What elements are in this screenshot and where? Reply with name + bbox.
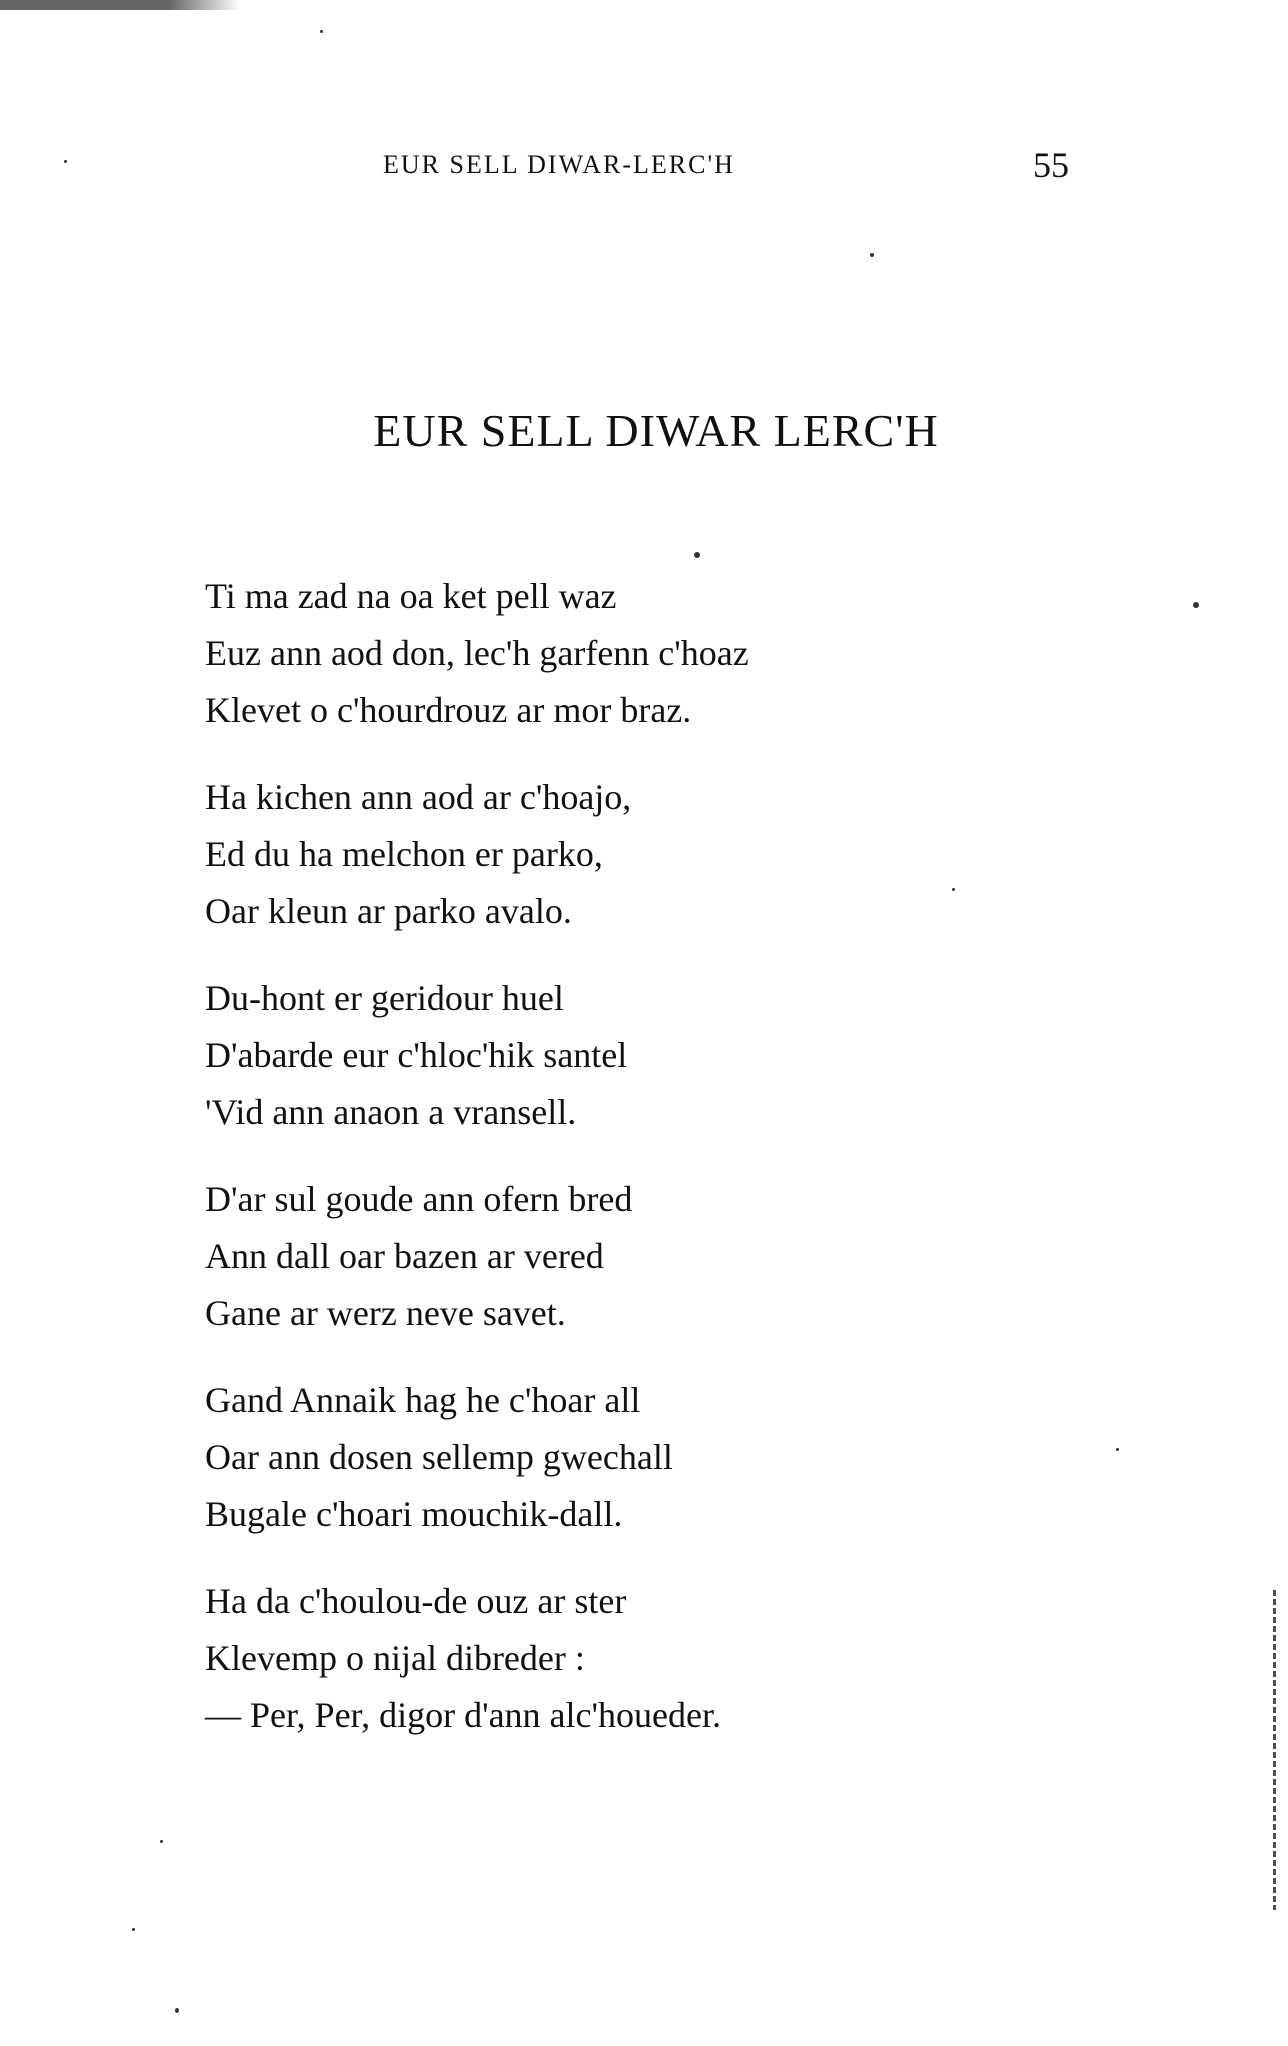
- speck: [952, 888, 955, 891]
- verse-line: Gane ar werz neve savet.: [205, 1293, 566, 1333]
- verse-line: Ha kichen ann aod ar c'hoajo,: [205, 777, 632, 817]
- verse-line: Du-hont er geridour huel: [205, 978, 564, 1018]
- speck: [132, 1928, 135, 1931]
- verse-line: Gand Annaik hag he c'hoar all: [205, 1380, 641, 1420]
- page-number: 55: [1033, 145, 1069, 185]
- stanza-4: [205, 1171, 1105, 1342]
- verse-line: Bugale c'hoari mouchik-dall.: [205, 1494, 623, 1534]
- verse-line: D'abarde eur c'hloc'hik santel: [205, 1035, 628, 1075]
- verse-line: Ha da c'houlou-de ouz ar ster: [205, 1581, 627, 1621]
- scan-smudge: [0, 0, 240, 10]
- stanza-5: [205, 1372, 1105, 1543]
- scan-edge-mark: [1273, 1590, 1276, 1910]
- verse-line: D'ar sul goude ann ofern bred: [205, 1179, 633, 1219]
- running-header: [0, 145, 1288, 190]
- verse-line: Oar kleun ar parko avalo.: [205, 891, 572, 931]
- speck: [320, 30, 323, 33]
- verse-line: Euz ann aod don, lec'h garfenn c'hoaz: [205, 633, 749, 673]
- poem-body: [205, 568, 1105, 1774]
- poem-title: EUR SELL DIWAR LERC'H: [373, 405, 939, 456]
- running-title: EUR SELL DIWAR-LERC'H: [383, 150, 735, 179]
- verse-line: Ti ma zad na oa ket pell waz: [205, 576, 617, 616]
- speck: [64, 160, 67, 163]
- speck: [1116, 1448, 1119, 1451]
- stanza-1: [205, 568, 1105, 739]
- speck: [694, 552, 700, 558]
- verse-line: Klevet o c'hourdrouz ar mor braz.: [205, 690, 692, 730]
- verse-line: — Per, Per, digor d'ann alc'houeder.: [205, 1695, 721, 1735]
- stanza-2: [205, 769, 1105, 940]
- speck: [160, 1840, 163, 1843]
- verse-line: Oar ann dosen sellemp gwechall: [205, 1437, 673, 1477]
- verse-line: Ann dall oar bazen ar vered: [205, 1236, 604, 1276]
- speck: [175, 2008, 179, 2013]
- stanza-3: [205, 970, 1105, 1141]
- speck: [1193, 602, 1199, 608]
- verse-line: Klevemp o nijal dibreder :: [205, 1638, 585, 1678]
- stanza-6: [205, 1573, 1105, 1744]
- verse-line: Ed du ha melchon er parko,: [205, 834, 603, 874]
- speck: [870, 253, 874, 257]
- verse-line: 'Vid ann anaon a vransell.: [205, 1092, 577, 1132]
